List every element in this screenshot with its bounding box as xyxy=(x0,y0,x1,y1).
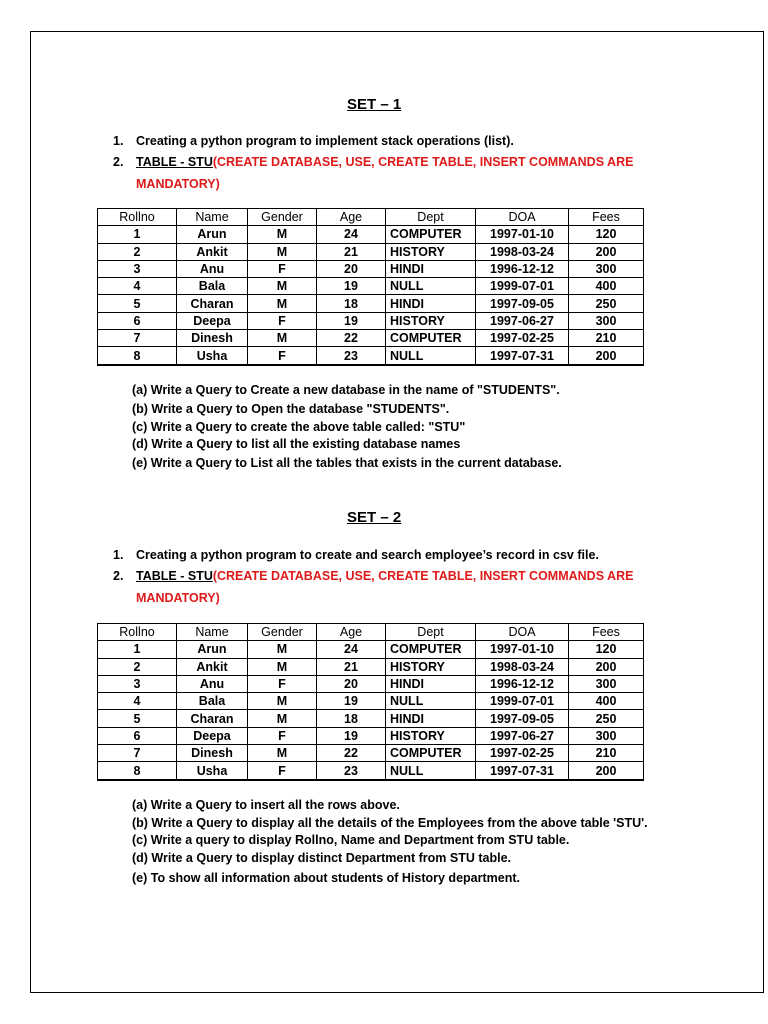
cell-fees: 400 xyxy=(569,693,644,710)
cell-gender: M xyxy=(248,278,317,295)
set-1-item-1 xyxy=(113,134,514,148)
query-d: (d) Write a Query to list all the existing database names xyxy=(132,437,461,451)
table-row xyxy=(98,295,644,312)
table-row xyxy=(98,693,644,710)
cell-name: Anu xyxy=(177,260,248,277)
cell-fees: 200 xyxy=(569,243,644,260)
cell-dept: NULL xyxy=(386,278,476,295)
cell-dept: COMPUTER xyxy=(386,745,476,762)
cell-gender: M xyxy=(248,641,317,658)
cell-doa: 1998-03-24 xyxy=(476,243,569,260)
set-2-title: SET – 2 xyxy=(347,509,402,526)
table-row xyxy=(98,347,644,365)
table-label: TABLE - STU xyxy=(136,569,213,583)
cell-fees: 250 xyxy=(569,710,644,727)
cell-gender: M xyxy=(248,710,317,727)
stu-table xyxy=(97,623,644,781)
cell-fees: 300 xyxy=(569,675,644,692)
cell-age: 23 xyxy=(317,347,386,365)
query-c: (c) Write a Query to create the above table called: "STU" xyxy=(132,420,466,434)
cell-dept: HINDI xyxy=(386,710,476,727)
mandatory-note: (CREATE DATABASE, USE, CREATE TABLE, INSERT COMMANDS ARE xyxy=(212,569,634,583)
cell-gender: M xyxy=(248,745,317,762)
table-row xyxy=(98,675,644,692)
mandatory-note-continued: MANDATORY) xyxy=(136,591,220,605)
cell-doa: 1997-09-05 xyxy=(476,710,569,727)
cell-dept: HISTORY xyxy=(386,727,476,744)
cell-name: Dinesh xyxy=(177,330,248,347)
cell-dept: HISTORY xyxy=(386,312,476,329)
table-row xyxy=(98,330,644,347)
cell-doa: 1999-07-01 xyxy=(476,693,569,710)
cell-age: 21 xyxy=(317,243,386,260)
cell-doa: 1997-02-25 xyxy=(476,745,569,762)
header-doa: DOA xyxy=(476,209,569,226)
cell-age: 19 xyxy=(317,727,386,744)
cell-rollno: 4 xyxy=(98,278,177,295)
cell-rollno: 2 xyxy=(98,658,177,675)
cell-doa: 1997-01-10 xyxy=(476,641,569,658)
table-row xyxy=(98,278,644,295)
table-row xyxy=(98,226,644,243)
cell-dept: HINDI xyxy=(386,260,476,277)
cell-gender: F xyxy=(248,762,317,780)
item-number: 1. xyxy=(113,134,124,148)
header-doa: DOA xyxy=(476,624,569,641)
header-fees: Fees xyxy=(569,624,644,641)
item-number: 1. xyxy=(113,548,124,562)
header-gender: Gender xyxy=(248,624,317,641)
header-rollno: Rollno xyxy=(98,209,177,226)
cell-doa: 1998-03-24 xyxy=(476,658,569,675)
cell-fees: 210 xyxy=(569,330,644,347)
document-page xyxy=(30,31,764,993)
cell-fees: 300 xyxy=(569,727,644,744)
table-body xyxy=(98,641,644,780)
header-name: Name xyxy=(177,209,248,226)
cell-rollno: 8 xyxy=(98,762,177,780)
cell-fees: 200 xyxy=(569,762,644,780)
cell-fees: 120 xyxy=(569,641,644,658)
cell-dept: COMPUTER xyxy=(386,641,476,658)
cell-dept: COMPUTER xyxy=(386,330,476,347)
set-1-title: SET – 1 xyxy=(347,96,402,113)
table-row xyxy=(98,762,644,780)
table-row xyxy=(98,658,644,675)
cell-doa: 1996-12-12 xyxy=(476,675,569,692)
cell-doa: 1997-06-27 xyxy=(476,727,569,744)
header-rollno: Rollno xyxy=(98,624,177,641)
cell-gender: M xyxy=(248,658,317,675)
cell-gender: F xyxy=(248,675,317,692)
cell-name: Deepa xyxy=(177,727,248,744)
cell-fees: 300 xyxy=(569,260,644,277)
cell-name: Ankit xyxy=(177,658,248,675)
header-age: Age xyxy=(317,624,386,641)
cell-rollno: 2 xyxy=(98,243,177,260)
item-number: 2. xyxy=(113,155,124,169)
cell-name: Usha xyxy=(177,762,248,780)
cell-name: Dinesh xyxy=(177,745,248,762)
cell-fees: 400 xyxy=(569,278,644,295)
cell-age: 21 xyxy=(317,658,386,675)
cell-rollno: 4 xyxy=(98,693,177,710)
cell-doa: 1997-07-31 xyxy=(476,762,569,780)
query-e: (e) To show all information about students of History department. xyxy=(132,871,520,885)
query-a: (a) Write a Query to insert all the rows above. xyxy=(132,798,400,812)
cell-gender: M xyxy=(248,226,317,243)
table-header-row xyxy=(98,209,644,226)
cell-fees: 120 xyxy=(569,226,644,243)
cell-rollno: 5 xyxy=(98,295,177,312)
table-body xyxy=(98,226,644,365)
cell-name: Anu xyxy=(177,675,248,692)
cell-rollno: 6 xyxy=(98,312,177,329)
mandatory-note-continued: MANDATORY) xyxy=(136,177,220,191)
cell-gender: M xyxy=(248,295,317,312)
query-b: (b) Write a Query to Open the database "STUDENTS". xyxy=(132,402,450,416)
query-b: (b) Write a Query to display all the details of the Employees from the above table 'STU'. xyxy=(132,816,648,830)
header-name: Name xyxy=(177,624,248,641)
item-text: Creating a python program to create and search employee’s record in csv file. xyxy=(136,548,599,562)
cell-dept: HISTORY xyxy=(386,658,476,675)
table-label: TABLE - STU xyxy=(136,155,213,169)
cell-rollno: 1 xyxy=(98,641,177,658)
cell-gender: M xyxy=(248,243,317,260)
cell-gender: M xyxy=(248,693,317,710)
cell-fees: 210 xyxy=(569,745,644,762)
item-text: Creating a python program to implement stack operations (list). xyxy=(136,134,514,148)
cell-name: Arun xyxy=(177,226,248,243)
query-e: (e) Write a Query to List all the tables that exists in the current database. xyxy=(132,456,562,470)
header-age: Age xyxy=(317,209,386,226)
cell-name: Arun xyxy=(177,641,248,658)
cell-gender: F xyxy=(248,312,317,329)
table-row xyxy=(98,727,644,744)
header-gender: Gender xyxy=(248,209,317,226)
cell-dept: COMPUTER xyxy=(386,226,476,243)
cell-dept: NULL xyxy=(386,693,476,710)
cell-doa: 1997-02-25 xyxy=(476,330,569,347)
cell-rollno: 3 xyxy=(98,675,177,692)
table-row xyxy=(98,745,644,762)
cell-rollno: 7 xyxy=(98,330,177,347)
cell-name: Charan xyxy=(177,295,248,312)
cell-age: 19 xyxy=(317,312,386,329)
cell-age: 24 xyxy=(317,226,386,243)
table-row xyxy=(98,710,644,727)
cell-dept: HINDI xyxy=(386,295,476,312)
cell-age: 24 xyxy=(317,641,386,658)
cell-age: 22 xyxy=(317,330,386,347)
cell-fees: 250 xyxy=(569,295,644,312)
cell-name: Deepa xyxy=(177,312,248,329)
cell-rollno: 6 xyxy=(98,727,177,744)
cell-fees: 200 xyxy=(569,658,644,675)
cell-dept: NULL xyxy=(386,347,476,365)
header-dept: Dept xyxy=(386,209,476,226)
cell-name: Charan xyxy=(177,710,248,727)
cell-age: 18 xyxy=(317,295,386,312)
cell-name: Ankit xyxy=(177,243,248,260)
cell-age: 20 xyxy=(317,260,386,277)
cell-name: Bala xyxy=(177,693,248,710)
table-header-row xyxy=(98,624,644,641)
cell-dept: NULL xyxy=(386,762,476,780)
cell-rollno: 7 xyxy=(98,745,177,762)
cell-rollno: 3 xyxy=(98,260,177,277)
cell-name: Bala xyxy=(177,278,248,295)
header-dept: Dept xyxy=(386,624,476,641)
item-number: 2. xyxy=(113,569,124,583)
cell-doa: 1997-06-27 xyxy=(476,312,569,329)
cell-doa: 1997-07-31 xyxy=(476,347,569,365)
cell-fees: 300 xyxy=(569,312,644,329)
cell-dept: HINDI xyxy=(386,675,476,692)
cell-age: 18 xyxy=(317,710,386,727)
cell-doa: 1996-12-12 xyxy=(476,260,569,277)
set-1-item-2 xyxy=(113,155,633,169)
mandatory-note: (CREATE DATABASE, USE, CREATE TABLE, INSERT COMMANDS ARE xyxy=(212,155,634,169)
query-a: (a) Write a Query to Create a new database in the name of "STUDENTS". xyxy=(132,383,560,397)
cell-age: 20 xyxy=(317,675,386,692)
cell-age: 23 xyxy=(317,762,386,780)
cell-gender: F xyxy=(248,347,317,365)
query-d: (d) Write a Query to display distinct Department from STU table. xyxy=(132,851,511,865)
set-2-item-1 xyxy=(113,548,599,562)
cell-gender: M xyxy=(248,330,317,347)
cell-rollno: 8 xyxy=(98,347,177,365)
cell-age: 19 xyxy=(317,278,386,295)
set-2-item-2 xyxy=(113,569,633,583)
cell-doa: 1999-07-01 xyxy=(476,278,569,295)
header-fees: Fees xyxy=(569,209,644,226)
cell-doa: 1997-09-05 xyxy=(476,295,569,312)
cell-rollno: 5 xyxy=(98,710,177,727)
cell-age: 22 xyxy=(317,745,386,762)
table-row xyxy=(98,260,644,277)
cell-gender: F xyxy=(248,260,317,277)
cell-dept: HISTORY xyxy=(386,243,476,260)
cell-name: Usha xyxy=(177,347,248,365)
cell-gender: F xyxy=(248,727,317,744)
cell-doa: 1997-01-10 xyxy=(476,226,569,243)
table-row xyxy=(98,312,644,329)
cell-age: 19 xyxy=(317,693,386,710)
cell-fees: 200 xyxy=(569,347,644,365)
cell-rollno: 1 xyxy=(98,226,177,243)
table-row xyxy=(98,243,644,260)
query-c: (c) Write a query to display Rollno, Name and Department from STU table. xyxy=(132,833,570,847)
table-row xyxy=(98,641,644,658)
stu-table xyxy=(97,208,644,366)
